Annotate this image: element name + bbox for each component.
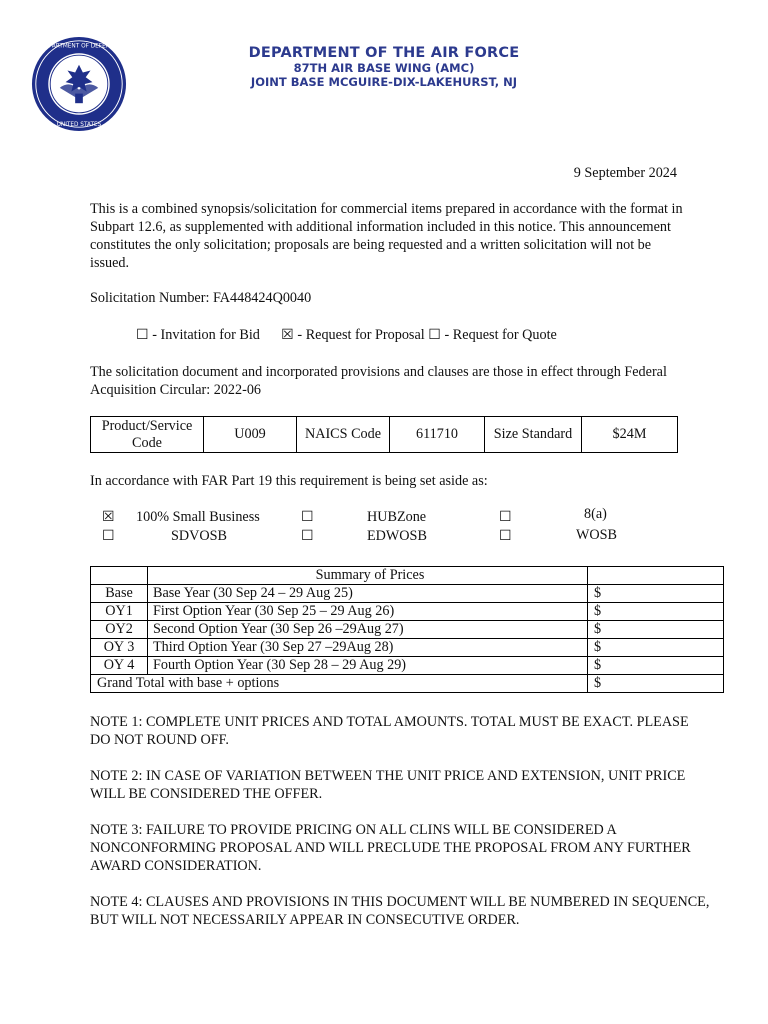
- summary-of-prices-table: [90, 566, 724, 693]
- solicitation-number: Solicitation Number: FA448424Q0040: [90, 290, 312, 306]
- rfq-label: - Request for Quote: [440, 327, 557, 343]
- edwosb-checkbox: ☐: [301, 528, 314, 544]
- wosb-checkbox: ☐: [499, 528, 512, 544]
- size-label: Size Standard: [485, 417, 582, 453]
- sdvosb-checkbox: ☐: [102, 528, 115, 544]
- hubzone-label: HUBZone: [367, 509, 427, 525]
- eight-a-label: 8(a): [584, 506, 607, 522]
- rfp-label: - Request for Proposal: [293, 327, 425, 343]
- intro-paragraph: This is a combined synopsis/solicitation for commercial items prepared in accordance with the format in Subpart 12.6, as supplemented with additional information included in this notice. This announcement constitutes the only solicitation; proposals are being requested and a written solicitation will not be issued.: [90, 201, 683, 271]
- small-business-checkbox: ☒: [102, 509, 115, 525]
- svg-text:UNITED STATES: UNITED STATES: [56, 122, 102, 129]
- small-business-label: 100% Small Business: [136, 509, 260, 525]
- codes-table: [90, 416, 678, 453]
- summary-title: Summary of Prices: [148, 567, 588, 585]
- grand-total-row: [91, 675, 724, 693]
- psc-value: U009: [204, 417, 297, 453]
- sdvosb-label: SDVOSB: [171, 528, 227, 544]
- rfq-checkbox: ☐: [428, 327, 441, 343]
- set-aside-intro: In accordance with FAR Part 19 this requirement is being set aside as:: [90, 473, 488, 489]
- size-value: $24M: [582, 417, 678, 453]
- hubzone-checkbox: ☐: [301, 509, 314, 525]
- svg-text:DEPARTMENT OF DEFENSE: DEPARTMENT OF DEFENSE: [40, 43, 118, 50]
- eight-a-checkbox: ☐: [499, 509, 512, 525]
- letterhead: [0, 45, 768, 89]
- ifb-label: - Invitation for Bid: [148, 327, 260, 343]
- letterhead-wing: 87TH AIR BASE WING (AMC): [293, 61, 475, 75]
- table-row: OY 3 Third Option Year (30 Sep 27 –29Aug 28) $: [91, 639, 724, 657]
- naics-value: 611710: [390, 417, 485, 453]
- naics-label: NAICS Code: [297, 417, 390, 453]
- document-date: 9 September 2024: [573, 165, 677, 181]
- note-4: NOTE 4: CLAUSES AND PROVISIONS IN THIS DOCUMENT WILL BE NUMBERED IN SEQUENCE, BUT WILL NOT NECESSARILY APPEAR IN CONSECUTIVE ORDER.: [90, 894, 710, 928]
- letterhead-department: DEPARTMENT OF THE AIR FORCE: [248, 45, 520, 61]
- table-row: OY1 First Option Year (30 Sep 25 – 29 Aug 26) $: [91, 603, 724, 621]
- letterhead-base: JOINT BASE MCGUIRE-DIX-LAKEHURST, NJ: [250, 75, 518, 89]
- table-row: Base Base Year (30 Sep 24 – 29 Aug 25) $: [91, 585, 724, 603]
- solicitation-type-options: [136, 326, 557, 344]
- rfp-checkbox: ☒: [281, 327, 294, 343]
- fac-paragraph: The solicitation document and incorporated provisions and clauses are those in effect through Federal Acquisition Circular: 2022-06: [90, 364, 667, 398]
- wosb-label: WOSB: [576, 527, 617, 543]
- note-1: NOTE 1: COMPLETE UNIT PRICES AND TOTAL AMOUNTS. TOTAL MUST BE EXACT. PLEASE DO NOT ROUND OFF.: [90, 714, 689, 748]
- note-3: NOTE 3: FAILURE TO PROVIDE PRICING ON ALL CLINS WILL BE CONSIDERED A NONCONFORMING PROPOSAL AND WILL PRECLUDE THE PROPOSAL FROM ANY FURTHER AWARD CONSIDERATION.: [90, 822, 691, 874]
- psc-label: Product/Service Code: [91, 417, 204, 453]
- edwosb-label: EDWOSB: [367, 528, 427, 544]
- table-row: OY 4 Fourth Option Year (30 Sep 28 – 29 Aug 29) $: [91, 657, 724, 675]
- ifb-checkbox: ☐: [136, 327, 149, 343]
- grand-total-label: Grand Total with base + options: [91, 675, 588, 693]
- note-2: NOTE 2: IN CASE OF VARIATION BETWEEN THE UNIT PRICE AND EXTENSION, UNIT PRICE WILL BE CONSIDERED THE OFFER.: [90, 768, 686, 802]
- table-row: OY2 Second Option Year (30 Sep 26 –29Aug 27) $: [91, 621, 724, 639]
- grand-total-price: $: [588, 675, 724, 693]
